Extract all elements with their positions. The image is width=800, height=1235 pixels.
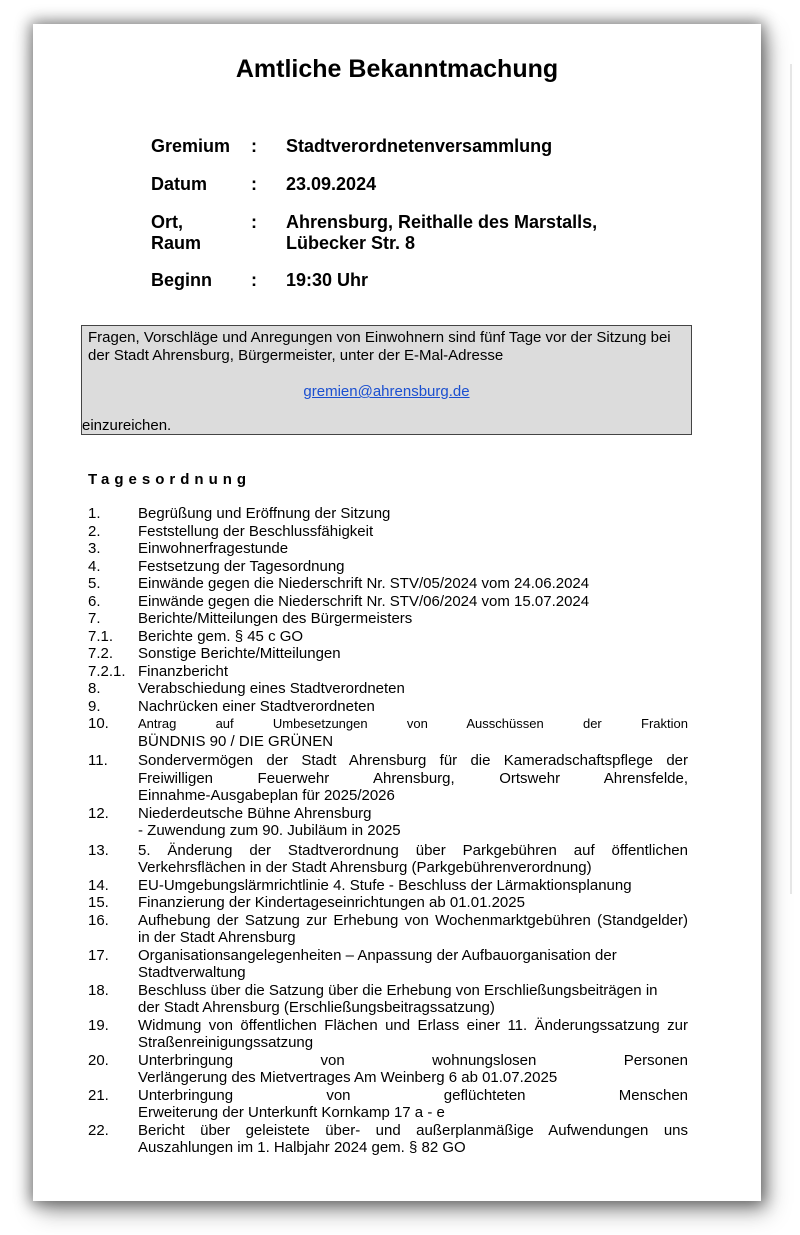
agenda-item bbox=[88, 947, 688, 982]
agenda-item-line: in der Stadt Ahrensburg bbox=[138, 929, 296, 946]
agenda-item bbox=[88, 523, 688, 541]
agenda-item-number: 7.2.1. bbox=[88, 662, 126, 680]
meta-label: Gremium bbox=[151, 136, 231, 156]
agenda-item-line: Berichte gem. § 45 c GO bbox=[138, 627, 304, 645]
meta-value: Ahrensburg, Reithalle des Marstalls, Lübecker Str. 8 bbox=[286, 212, 598, 253]
agenda-item-text bbox=[138, 575, 688, 593]
agenda-item bbox=[88, 877, 688, 895]
meta-colon: : bbox=[251, 212, 257, 232]
meta-colon: : bbox=[251, 174, 257, 194]
info-text: Fragen, Vorschläge und Anregungen von Einwohnern sind fünf Tage vor der Sitzung bei der Stadt Ahrensburg, Bürgermeister, unter der E-Mal-Adresse bbox=[88, 329, 671, 364]
agenda-item bbox=[88, 1122, 688, 1157]
agenda-item bbox=[88, 628, 688, 646]
agenda-item-number: 16. bbox=[88, 911, 109, 929]
agenda-item bbox=[88, 575, 688, 593]
agenda-item-number: 1. bbox=[88, 505, 101, 522]
agenda-item bbox=[88, 698, 688, 716]
agenda-item-line: Beschluss über die Satzung über die Erhebung von Erschließungsbeiträgen in bbox=[138, 981, 658, 999]
agenda-item-line: Antrag auf Umbesetzungen von Ausschüssen der Fraktion bbox=[138, 716, 688, 731]
info-text-end: einzureichen. bbox=[82, 417, 172, 434]
agenda-item bbox=[88, 982, 688, 1017]
agenda-item-line: Einnahme-Ausgabeplan für 2025/2026 bbox=[138, 787, 395, 804]
agenda-item-number: 15. bbox=[88, 894, 109, 911]
agenda-item-line: BÜNDNIS 90 / DIE GRÜNEN bbox=[138, 732, 334, 750]
agenda-item-text bbox=[138, 593, 688, 611]
agenda-item-text bbox=[138, 663, 688, 681]
agenda-item bbox=[88, 593, 688, 611]
agenda-item bbox=[88, 680, 688, 698]
agenda-item-number: 14. bbox=[88, 876, 109, 894]
meta-value: 19:30 Uhr bbox=[286, 270, 369, 290]
agenda-item-number: 11. bbox=[88, 752, 108, 769]
agenda-item-line: Niederdeutsche Bühne Ahrensburg bbox=[138, 804, 372, 822]
agenda-item-number: 7.1. bbox=[88, 627, 114, 645]
agenda-item-text bbox=[138, 947, 688, 982]
agenda-item-number: 12. bbox=[88, 804, 109, 822]
agenda-item-line: Freiwilligen Feuerwehr Ahrensburg, Ortswehr Ahrensfelde, bbox=[138, 769, 688, 787]
agenda-item-line: der Stadt Ahrensburg (Erschließungsbeitragssatzung) bbox=[138, 999, 495, 1016]
agenda-item bbox=[88, 558, 688, 576]
email-link[interactable]: gremien@ahrensburg.de bbox=[303, 383, 470, 400]
meta-value: 23.09.2024 bbox=[286, 174, 377, 194]
agenda-item-line: Begrüßung und Eröffnung der Sitzung bbox=[138, 505, 391, 522]
meta-value: Stadtverordnetenversammlung bbox=[286, 136, 553, 156]
agenda-item-number: 2. bbox=[88, 522, 101, 540]
agenda-item-text bbox=[138, 877, 688, 895]
agenda-item-number: 10. bbox=[88, 715, 109, 732]
agenda-item-line: Finanzierung der Kindertageseinrichtungen ab 01.01.2025 bbox=[138, 894, 525, 911]
agenda-item-text bbox=[138, 1122, 688, 1157]
agenda-item-line: Einwände gegen die Niederschrift Nr. STV/06/2024 vom 15.07.2024 bbox=[138, 592, 590, 610]
meta-label: Beginn bbox=[151, 270, 212, 290]
agenda-item-text bbox=[138, 842, 688, 877]
agenda-item-line: Unterbringung von geflüchteten Menschen bbox=[138, 1086, 688, 1104]
agenda-item-text bbox=[138, 912, 688, 947]
agenda-item bbox=[88, 805, 688, 840]
agenda-item-text bbox=[138, 645, 688, 663]
agenda-item-line: Unterbringung von wohnungslosen Personen bbox=[138, 1051, 688, 1069]
agenda-item bbox=[88, 715, 688, 750]
agenda-item-text bbox=[138, 1087, 688, 1122]
agenda-item-text bbox=[138, 894, 688, 912]
agenda-item-text bbox=[138, 680, 688, 698]
agenda-item-line: Verlängerung des Mietvertrages Am Weinberg 6 ab 01.07.2025 bbox=[138, 1069, 558, 1086]
agenda-item-number: 3. bbox=[88, 540, 101, 557]
agenda-item-text bbox=[138, 628, 688, 646]
agenda-item-line: 5. Änderung der Stadtverordnung über Parkgebühren auf öffentlichen bbox=[138, 841, 688, 859]
meta-label: Datum bbox=[151, 174, 208, 194]
agenda-item-number: 7.2. bbox=[88, 645, 114, 662]
agenda-item-line: Berichte/Mitteilungen des Bürgermeisters bbox=[138, 610, 413, 627]
agenda-item-number: 6. bbox=[88, 592, 101, 610]
document-page bbox=[33, 24, 761, 1201]
agenda-item-line: - Zuwendung zum 90. Jubiläum in 2025 bbox=[138, 822, 401, 839]
agenda-item-line: Aufhebung der Satzung zur Erhebung von Wochenmarktgebühren (Standgelder) bbox=[138, 911, 688, 929]
agenda-item-line: Widmung von öffentlichen Flächen und Erlass einer 11. Änderungssatzung zur bbox=[138, 1016, 688, 1034]
agenda-item-text bbox=[138, 982, 688, 1017]
agenda-item bbox=[88, 663, 688, 681]
agenda-item-line: Erweiterung der Unterkunft Kornkamp 17 a - e bbox=[138, 1104, 445, 1121]
agenda-item-line: Festsetzung der Tagesordnung bbox=[138, 557, 345, 575]
agenda-item-line: Einwohnerfragestunde bbox=[138, 540, 289, 557]
agenda-item-line: EU-Umgebungslärmrichtlinie 4. Stufe - Beschluss der Lärmaktionsplanung bbox=[138, 876, 632, 894]
agenda-item-text bbox=[138, 610, 688, 628]
agenda-item-text bbox=[138, 540, 688, 558]
agenda-list bbox=[88, 505, 688, 1157]
meta-colon: : bbox=[251, 270, 257, 290]
agenda-item-text bbox=[138, 752, 688, 805]
agenda-item-line: Nachrücken einer Stadtverordneten bbox=[138, 697, 375, 715]
agenda-item-number: 5. bbox=[88, 575, 101, 592]
agenda-item-line: Finanzbericht bbox=[138, 662, 229, 680]
agenda-item-text bbox=[138, 505, 688, 523]
meta-colon: : bbox=[251, 136, 257, 156]
info-box bbox=[81, 325, 692, 435]
agenda-item-line: Sonstige Berichte/Mitteilungen bbox=[138, 645, 341, 662]
agenda-item bbox=[88, 1052, 688, 1087]
agenda-item bbox=[88, 540, 688, 558]
agenda-item bbox=[88, 894, 688, 912]
agenda-item bbox=[88, 505, 688, 523]
agenda-item-number: 13. bbox=[88, 841, 109, 859]
agenda-item-text bbox=[138, 698, 688, 716]
document-title: Amtliche Bekanntmachung bbox=[235, 55, 559, 83]
agenda-item-number: 9. bbox=[88, 697, 101, 715]
agenda-item-number: 21. bbox=[88, 1086, 109, 1104]
agenda-item bbox=[88, 610, 688, 628]
agenda-item bbox=[88, 1017, 688, 1052]
meta-label: Ort, Raum bbox=[151, 212, 202, 253]
agenda-item-line: Auszahlungen im 1. Halbjahr 2024 gem. § 82 GO bbox=[138, 1139, 466, 1156]
agenda-item-line: Organisationsangelegenheiten – Anpassung der Aufbauorganisation der bbox=[138, 946, 617, 964]
agenda-item-text bbox=[138, 523, 688, 541]
agenda-item bbox=[88, 1087, 688, 1122]
agenda-item-number: 4. bbox=[88, 557, 101, 575]
page-edge-line bbox=[790, 64, 792, 894]
agenda-item-number: 22. bbox=[88, 1121, 109, 1139]
agenda-item bbox=[88, 842, 688, 877]
agenda-item bbox=[88, 645, 688, 663]
agenda-item-line: Stadtverwaltung bbox=[138, 964, 246, 981]
agenda-item-number: 7. bbox=[88, 610, 101, 627]
agenda-item-line: Feststellung der Beschlussfähigkeit bbox=[138, 522, 374, 540]
agenda-item-text bbox=[138, 805, 688, 840]
agenda-item-text bbox=[138, 1017, 688, 1052]
agenda-item-text bbox=[138, 1052, 688, 1087]
agenda-item-line: Straßenreinigungssatzung bbox=[138, 1034, 314, 1051]
agenda-item-line: Bericht über geleistete über- und außerplanmäßige Aufwendungen uns bbox=[138, 1121, 688, 1139]
agenda-heading: Tagesordnung bbox=[88, 471, 252, 488]
agenda-item-number: 19. bbox=[88, 1016, 109, 1034]
agenda-item-text bbox=[138, 715, 688, 750]
agenda-item-line: Sondervermögen der Stadt Ahrensburg für die Kameradschaftspflege der bbox=[138, 752, 688, 769]
agenda-item bbox=[88, 912, 688, 947]
agenda-item-text bbox=[138, 558, 688, 576]
agenda-item bbox=[88, 752, 688, 805]
agenda-item-line: Verabschiedung eines Stadtverordneten bbox=[138, 680, 405, 697]
agenda-item-line: Einwände gegen die Niederschrift Nr. STV/05/2024 vom 24.06.2024 bbox=[138, 575, 590, 592]
agenda-item-number: 18. bbox=[88, 981, 109, 999]
agenda-item-number: 8. bbox=[88, 680, 101, 697]
agenda-item-line: Verkehrsflächen in der Stadt Ahrensburg (Parkgebührenverordnung) bbox=[138, 859, 592, 876]
agenda-item-number: 20. bbox=[88, 1051, 109, 1069]
agenda-item-number: 17. bbox=[88, 946, 109, 964]
